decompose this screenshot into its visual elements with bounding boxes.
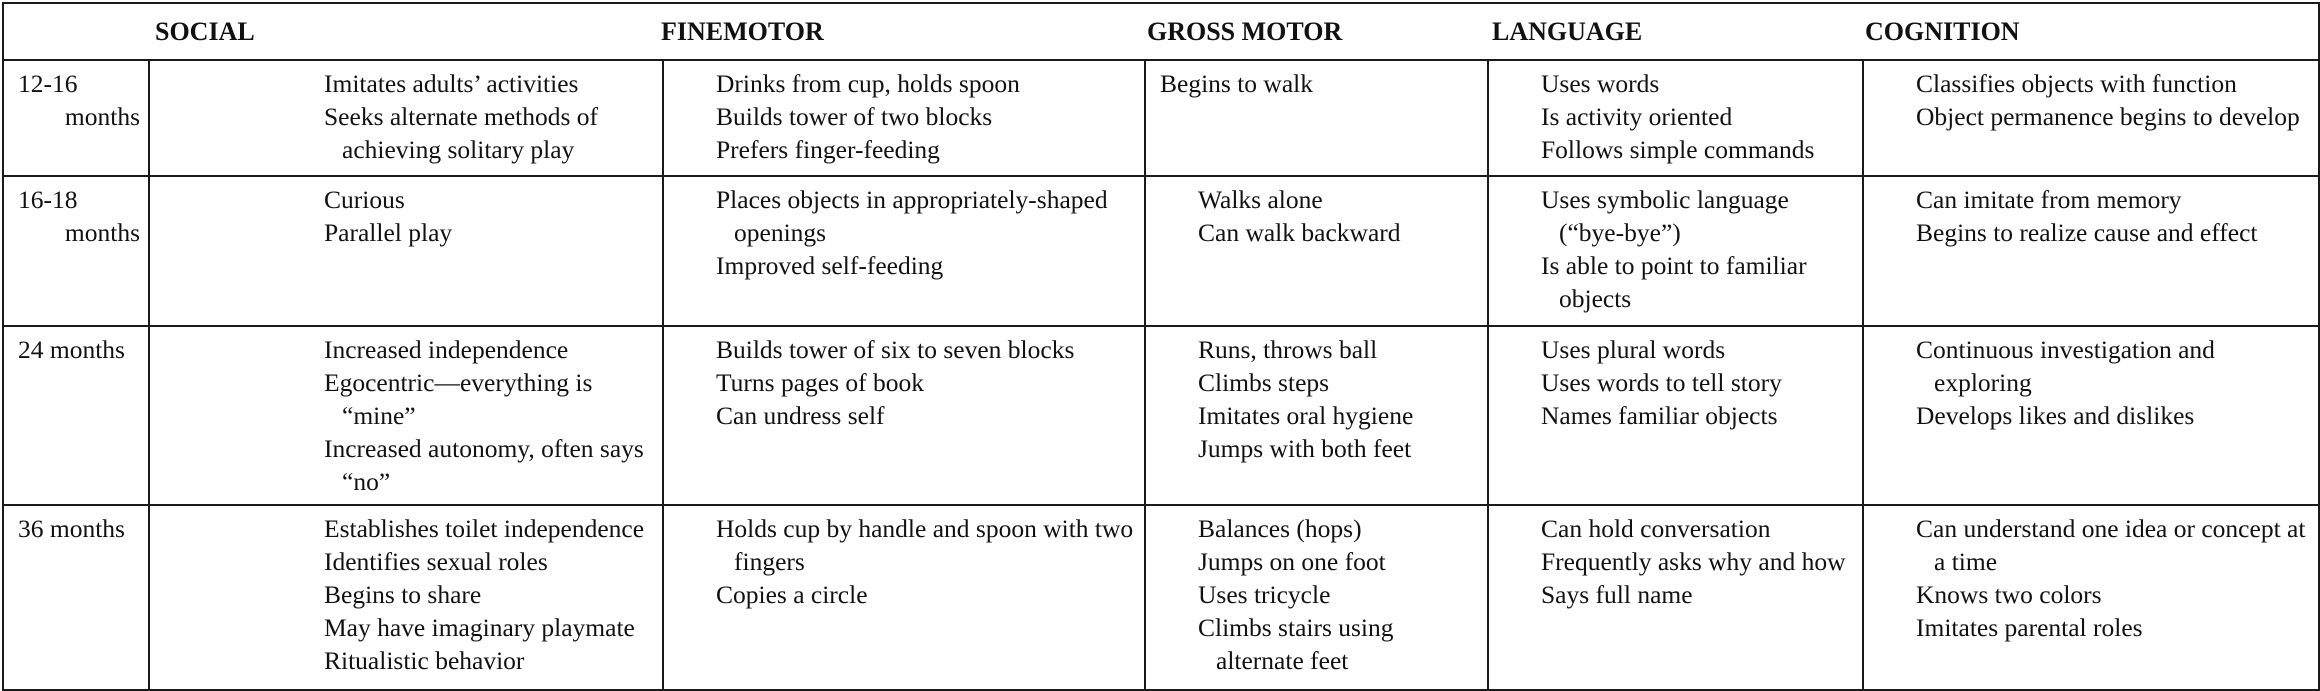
milestone-item: Builds tower of two blocks	[716, 102, 993, 131]
milestone-item: Prefers finger-feeding	[716, 135, 940, 164]
fine-motor-header-label: FINEMOTOR	[661, 16, 824, 46]
milestone-item: Names familiar objects	[1541, 401, 1778, 430]
table-body	[3, 60, 2319, 690]
table-row	[3, 176, 2319, 326]
milestone-item: Begins to realize cause and effect	[1916, 218, 2258, 247]
milestone-item: Classifies objects with function	[1916, 69, 2237, 98]
language-cell	[1488, 176, 1863, 326]
milestone-item: Holds cup by handle and spoon with two fingers	[716, 514, 1134, 576]
cognition-header-label: COGNITION	[1865, 16, 2020, 46]
age-label: 36 months	[18, 514, 125, 543]
fine-motor-cell	[663, 326, 1145, 505]
fine-motor-header	[663, 3, 1145, 60]
milestone-item: Seeks alternate methods of achieving solitary play	[324, 102, 599, 164]
social-cell	[149, 326, 663, 505]
cognition-cell	[1863, 176, 2319, 326]
table-row	[3, 505, 2319, 690]
milestone-item: Walks alone	[1198, 185, 1323, 214]
gross-motor-cell	[1145, 505, 1488, 690]
milestone-item: Parallel play	[324, 218, 453, 247]
milestone-item: Frequently asks why and how	[1541, 547, 1846, 576]
language-cell	[1488, 60, 1863, 176]
table-row	[3, 326, 2319, 505]
milestone-item: Can undress self	[716, 401, 885, 430]
fine-motor-cell	[663, 60, 1145, 176]
milestone-item: Knows two colors	[1916, 580, 2102, 609]
milestone-item: Can walk backward	[1198, 218, 1401, 247]
age-header	[3, 3, 149, 60]
milestone-item: May have imaginary playmate	[324, 613, 635, 642]
milestone-item: Places objects in appropriately-shaped openings	[716, 185, 1108, 247]
age-label: 24 months	[18, 335, 125, 364]
milestone-item: Can understand one idea or concept at a time	[1916, 514, 2306, 576]
milestone-item: Curious	[324, 185, 405, 214]
milestone-item: Increased autonomy, often says “no”	[324, 434, 644, 496]
age-label: 16-18	[18, 185, 78, 214]
milestone-item: Turns pages of book	[716, 368, 925, 397]
milestone-item: Uses tricycle	[1198, 580, 1331, 609]
milestone-item: Begins to share	[324, 580, 482, 609]
milestone-item: Imitates parental roles	[1916, 613, 2143, 642]
milestone-item: Is activity oriented	[1541, 102, 1733, 131]
milestone-item: Builds tower of six to seven blocks	[716, 335, 1075, 364]
social-header	[149, 3, 663, 60]
milestone-item: Object permanence begins to develop	[1916, 102, 2300, 131]
milestone-item: Uses symbolic language (“bye-bye”)	[1541, 185, 1789, 247]
milestone-item: Jumps on one foot	[1198, 547, 1386, 576]
age-cell	[3, 176, 149, 326]
milestone-item: Follows simple commands	[1541, 135, 1815, 164]
milestone-item: Imitates adults’ activities	[324, 69, 579, 98]
age-cell	[3, 326, 149, 505]
milestone-item: Ritualistic behavior	[324, 646, 525, 675]
development-milestones-table	[2, 2, 2320, 691]
milestone-item: Can hold conversation	[1541, 514, 1771, 543]
gross-motor-cell	[1145, 60, 1488, 176]
milestone-item: Identifies sexual roles	[324, 547, 548, 576]
milestone-item: Copies a circle	[716, 580, 868, 609]
gross-motor-cell	[1145, 326, 1488, 505]
milestone-item: Climbs steps	[1198, 368, 1330, 397]
cognition-cell	[1863, 60, 2319, 176]
milestone-item: Uses plural words	[1541, 335, 1726, 364]
milestone-item: Imitates oral hygiene	[1198, 401, 1414, 430]
language-cell	[1488, 505, 1863, 690]
milestone-item: Continuous investigation and exploring	[1916, 335, 2215, 397]
milestone-item: Runs, throws ball	[1198, 335, 1378, 364]
age-unit-label: months	[64, 102, 140, 131]
social-cell	[149, 505, 663, 690]
gross-motor-header-label: GROSS MOTOR	[1147, 16, 1343, 46]
age-unit-label: months	[64, 218, 140, 247]
age-cell	[3, 60, 149, 176]
milestone-item: Begins to walk	[1160, 69, 1313, 98]
social-cell	[149, 60, 663, 176]
milestone-item: Jumps with both feet	[1198, 434, 1412, 463]
age-label: 12-16	[18, 69, 78, 98]
header-row	[3, 3, 2319, 60]
social-header-label: SOCIAL	[155, 16, 255, 46]
milestone-item: Balances (hops)	[1198, 514, 1362, 543]
age-cell	[3, 505, 149, 690]
milestone-item: Is able to point to familiar objects	[1541, 251, 1807, 313]
milestone-item: Says full name	[1541, 580, 1693, 609]
cognition-cell	[1863, 505, 2319, 690]
cognition-cell	[1863, 326, 2319, 505]
language-header	[1488, 3, 1863, 60]
milestone-item: Uses words to tell story	[1541, 368, 1782, 397]
milestone-item: Improved self-feeding	[716, 251, 944, 280]
gross-motor-header	[1145, 3, 1488, 60]
cognition-header	[1863, 3, 2319, 60]
milestone-item: Can imitate from memory	[1916, 185, 2182, 214]
fine-motor-cell	[663, 176, 1145, 326]
milestone-item: Establishes toilet independence	[324, 514, 645, 543]
social-cell	[149, 176, 663, 326]
gross-motor-cell	[1145, 176, 1488, 326]
milestone-item: Uses words	[1541, 69, 1660, 98]
milestone-item: Drinks from cup, holds spoon	[716, 69, 1020, 98]
milestone-item: Develops likes and dislikes	[1916, 401, 2195, 430]
language-header-label: LANGUAGE	[1492, 16, 1643, 46]
fine-motor-cell	[663, 505, 1145, 690]
table-row	[3, 60, 2319, 176]
language-cell	[1488, 326, 1863, 505]
milestone-item: Increased independence	[324, 335, 569, 364]
milestone-item: Egocentric—everything is “mine”	[324, 368, 593, 430]
milestone-item: Climbs stairs using alternate feet	[1198, 613, 1394, 675]
